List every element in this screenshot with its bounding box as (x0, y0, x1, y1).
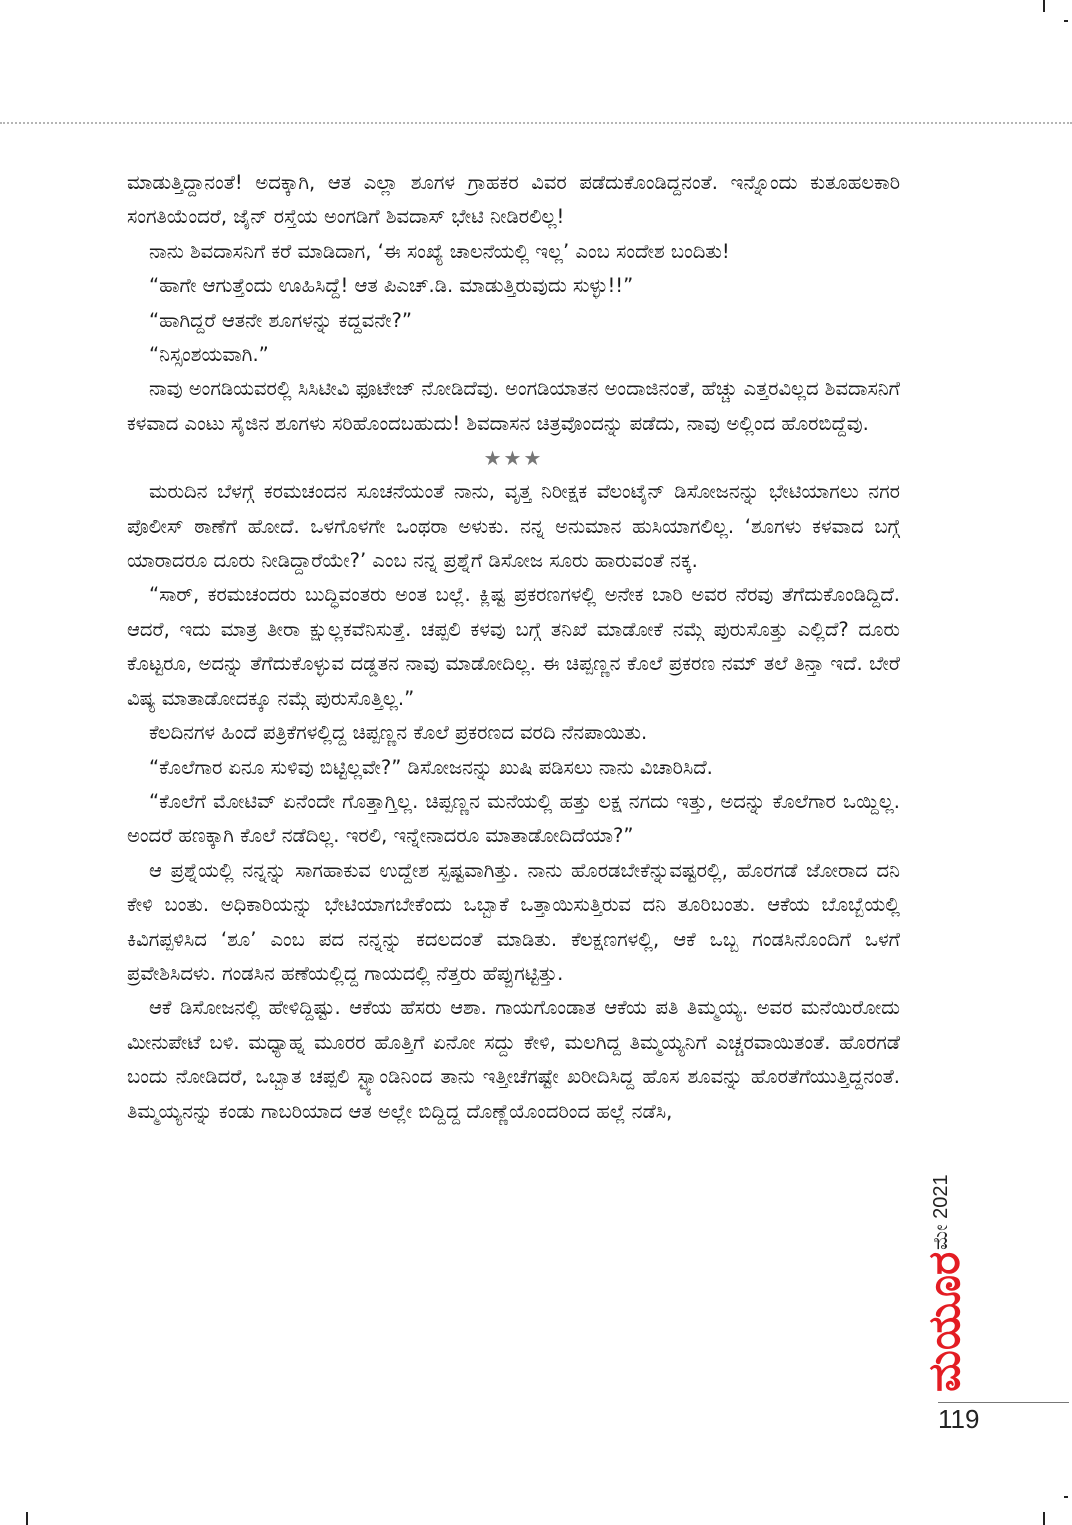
paragraph: ಆ ಪ್ರಶ್ನೆಯಲ್ಲಿ ನನ್ನನ್ನು ಸಾಗಹಾಕುವ ಉದ್ದೇಶ ಸ್ಪಷ್ಟವಾಗಿತ್ತು. ನಾನು ಹೊರಡಬೇಕೆನ್ನುವಷ್ಟರಲ್ಲಿ, ಹೊರಗಡೆ ಜೋರಾದ ದನಿ ಕೇಳಿ ಬಂತು. ಅಧಿಕಾರಿಯನ್ನು ಭೇಟಿಯಾಗಬೇಕೆಂದು ಒಬ್ಬಾಕೆ ಒತ್ತಾಯಿಸುತ್ತಿರುವ ದನಿ ತೂರಿಬಂತು. ಆಕೆಯ ಬೊಬ್ಬೆಯಲ್ಲಿ ಕಿವಿಗಪ್ಪಳಿಸಿದ ‘ಶೂ’ ಎಂಬ ಪದ ನನ್ನನ್ನು ಕದಲದಂತೆ ಮಾಡಿತು. ಕೆಲಕ್ಷಣಗಳಲ್ಲಿ, ಆಕೆ ಒಬ್ಬ ಗಂಡಸಿನೊಂದಿಗೆ ಒಳಗೆ ಪ್ರವೇಶಿಸಿದಳು. ಗಂಡಸಿನ ಹಣೆಯಲ್ಲಿದ್ದ ಗಾಯದಲ್ಲಿ ನೆತ್ತರು ಹೆಪ್ಪುಗಟ್ಟಿತ್ತು. (127, 858, 900, 985)
article-body (127, 166, 900, 1129)
paragraph: ನಾವು ಅಂಗಡಿಯವರಲ್ಲಿ ಸಿಸಿಟೀವಿ ಫೂಟೇಜ್ ನೋಡಿದೆವು. ಅಂಗಡಿಯಾತನ ಅಂದಾಜಿನಂತೆ, ಹೆಚ್ಚು ಎತ್ತರವಿಲ್ಲದ ಶಿವದಾಸನಿಗೆ ಕಳವಾದ ಎಂಟು ಸೈಜಿನ ಶೂಗಳು ಸರಿಹೊಂದಬಹುದು! ಶಿವದಾಸನ ಚಿತ್ರವೊಂದನ್ನು ಪಡೆದು, ನಾವು ಅಲ್ಲಿಂದ ಹೊರಬಿದ್ದೆವು. (127, 377, 900, 435)
paragraph: “ಕೊಲೆಗಾರ ಏನೂ ಸುಳಿವು ಬಿಟ್ಟಿಲ್ಲವೇ?” ಡಿಸೋಜನನ್ನು ಖುಷಿ ಪಡಿಸಲು ನಾನು ವಿಚಾರಿಸಿದೆ. (149, 755, 713, 779)
paragraph: “ನಿಸ್ಸಂಶಯವಾಗಿ.” (149, 343, 269, 367)
paragraph: “ಹಾಗಿದ್ದರೆ ಆತನೇ ಶೂಗಳನ್ನು ಕದ್ದವನೇ?” (149, 308, 412, 332)
section-separator: ★★★ (483, 446, 544, 471)
paragraph: ಮರುದಿನ ಬೆಳಗ್ಗೆ ಕರಮಚಂದನ ಸೂಚನೆಯಂತೆ ನಾನು, ವೃತ್ತ ನಿರೀಕ್ಷಕ ವೆಲಂಟೈನ್ ಡಿಸೋಜನನ್ನು ಭೇಟಿಯಾಗಲು ನಗರ ಪೊಲೀಸ್ ಠಾಣೆಗೆ ಹೋದೆ. ಒಳಗೊಳಗೇ ಒಂಥರಾ ಅಳುಕು. ನನ್ನ ಅನುಮಾನ ಹುಸಿಯಾಗಲಿಲ್ಲ. ‘ಶೂಗಳು ಕಳವಾದ ಬಗ್ಗೆ ಯಾರಾದರೂ ದೂರು ನೀಡಿದ್ದಾರೆಯೇ?’ ಎಂಬ ನನ್ನ ಪ್ರಶ್ನೆಗೆ ಡಿಸೋಜ ಸೂರು ಹಾರುವಂತೆ ನಕ್ಕ. (127, 480, 900, 573)
paragraph: “ಸಾರ್, ಕರಮಚಂದರು ಬುದ್ಧಿವಂತರು ಅಂತ ಬಲ್ಲೆ. ಕ್ಲಿಷ್ಟ ಪ್ರಕರಣಗಳಲ್ಲಿ ಅನೇಕ ಬಾರಿ ಅವರ ನೆರವು ತೆಗೆದುಕೊಂಡಿದ್ದಿದೆ. ಆದರೆ, ಇದು ಮಾತ್ರ ತೀರಾ ಕ್ಷುಲ್ಲಕವೆನಿಸುತ್ತೆ. ಚಪ್ಪಲಿ ಕಳವು ಬಗ್ಗೆ ತನಿಖೆ ಮಾಡೋಕೆ ನಮ್ಗೆ ಪುರುಸೊತ್ತು ಎಲ್ಲಿದೆ? ದೂರು ಕೊಟ್ಟರೂ, ಅದನ್ನು ತೆಗೆದುಕೊಳ್ಳುವ ದಡ್ಡತನ ನಾವು ಮಾಡೋದಿಲ್ಲ. ಈ ಚಿಪ್ಪಣ್ಣನ ಕೊಲೆ ಪ್ರಕರಣ ನಮ್ ತಲೆ ತಿನ್ತಾ ಇದೆ. ಬೇರೆ ವಿಷ್ಯ ಮಾತಾಡೋದಕ್ಕೂ ನಮ್ಗೆ ಪುರುಸೊತ್ತಿಲ್ಲ.” (127, 583, 900, 710)
header-dotted-rule (0, 122, 1072, 124)
paragraph: ಕೆಲದಿನಗಳ ಹಿಂದೆ ಪತ್ರಿಕೆಗಳಲ್ಲಿದ್ದ ಚಿಪ್ಪಣ್ಣನ ಕೊಲೆ ಪ್ರಕರಣದ ವರದಿ ನೆನಪಾಯಿತು. (149, 721, 648, 745)
page-number: 119 (938, 1404, 980, 1434)
crop-mark-bottom-left (26, 1512, 28, 1525)
paragraph: “ಕೊಲೆಗೆ ಮೋಟಿವ್ ಏನೆಂದೇ ಗೊತ್ತಾಗ್ತಿಲ್ಲ. ಚಿಪ್ಪಣ್ಣನ ಮನೆಯಲ್ಲಿ ಹತ್ತು ಲಕ್ಷ ನಗದು ಇತ್ತು, ಅದನ್ನು ಕೊಲೆಗಾರ ಒಯ್ದಿಲ್ಲ. ಅಂದರೆ ಹಣಕ್ಕಾಗಿ ಕೊಲೆ ನಡೆದಿಲ್ಲ. ಇರಲಿ, ಇನ್ನೇನಾದರೂ ಮಾತಾಡೋದಿದೆಯಾ?” (127, 789, 900, 848)
crop-mark-top-right (1043, 0, 1045, 12)
paragraph: ಆಕೆ ಡಿಸೋಜನಲ್ಲಿ ಹೇಳಿದ್ದಿಷ್ಟು. ಆಕೆಯ ಹೆಸರು ಆಶಾ. ಗಾಯಗೊಂಡಾತ ಆಕೆಯ ಪತಿ ತಿಮ್ಮಯ್ಯ. ಅವರ ಮನೆಯಿರೋದು ಮೀನುಪೇಟೆ ಬಳಿ. ಮಧ್ಯಾಹ್ನ ಮೂರರ ಹೊತ್ತಿಗೆ ಏನೋ ಸದ್ದು ಕೇಳಿ, ಮಲಗಿದ್ದ ತಿಮ್ಮಯ್ಯನಿಗೆ ಎಚ್ಚರವಾಯಿತಂತೆ. ಹೊರಗಡೆ ಬಂದು ನೋಡಿದರೆ, ಒಬ್ಬಾತ ಚಪ್ಪಲಿ ಸ್ಟ್ಯಾಂಡಿನಿಂದ ತಾನು ಇತ್ತೀಚೆಗಷ್ಟೇ ಖರೀದಿಸಿದ್ದ ಹೊಸ ಶೂವನ್ನು ಹೊರತೆಗೆಯುತ್ತಿದ್ದನಂತೆ. ತಿಮ್ಮಯ್ಯನನ್ನು ಕಂಡು ಗಾಬರಿಯಾದ ಆತ ಅಲ್ಲೇ ಬಿದ್ದಿದ್ದ ದೊಣ್ಣೆಯೊಂದರಿಂದ ಹಲ್ಲೆ ನಡೆಸಿ, (127, 996, 900, 1123)
crop-mark-top-right-tick (1064, 20, 1068, 22)
page-number-rule (938, 1402, 1069, 1403)
magazine-masthead: ಮಯೂರ (919, 1251, 970, 1392)
crop-mark-bottom-right-tick (1064, 1496, 1068, 1498)
crop-mark-bottom-right (1043, 1512, 1045, 1525)
issue-date: ಮೇ 2021 (930, 1174, 952, 1250)
paragraph: “ಹಾಗೇ ಆಗುತ್ತೆಂದು ಊಹಿಸಿದ್ದೆ! ಆತ ಪಿಎಚ್.ಡಿ. ಮಾಡುತ್ತಿರುವುದು ಸುಳ್ಳು!!” (149, 274, 634, 298)
paragraph: ಮಾಡುತ್ತಿದ್ದಾನಂತೆ! ಅದಕ್ಕಾಗಿ, ಆತ ಎಲ್ಲಾ ಶೂಗಳ ಗ್ರಾಹಕರ ವಿವರ ಪಡೆದುಕೊಂಡಿದ್ದನಂತೆ. ಇನ್ನೊಂದು ಕುತೂಹಲಕಾರಿ ಸಂಗತಿಯೆಂದರೆ, ಜೈನ್ ರಸ್ತೆಯ ಅಂಗಡಿಗೆ ಶಿವದಾಸ್ ಭೇಟಿ ನೀಡಿರಲಿಲ್ಲ! (127, 171, 900, 229)
paragraph: ನಾನು ಶಿವದಾಸನಿಗೆ ಕರೆ ಮಾಡಿದಾಗ, ‘ಈ ಸಂಖ್ಯೆ ಚಾಲನೆಯಲ್ಲಿ ಇಲ್ಲ’ ಎಂಬ ಸಂದೇಶ ಬಂದಿತು! (149, 239, 730, 263)
